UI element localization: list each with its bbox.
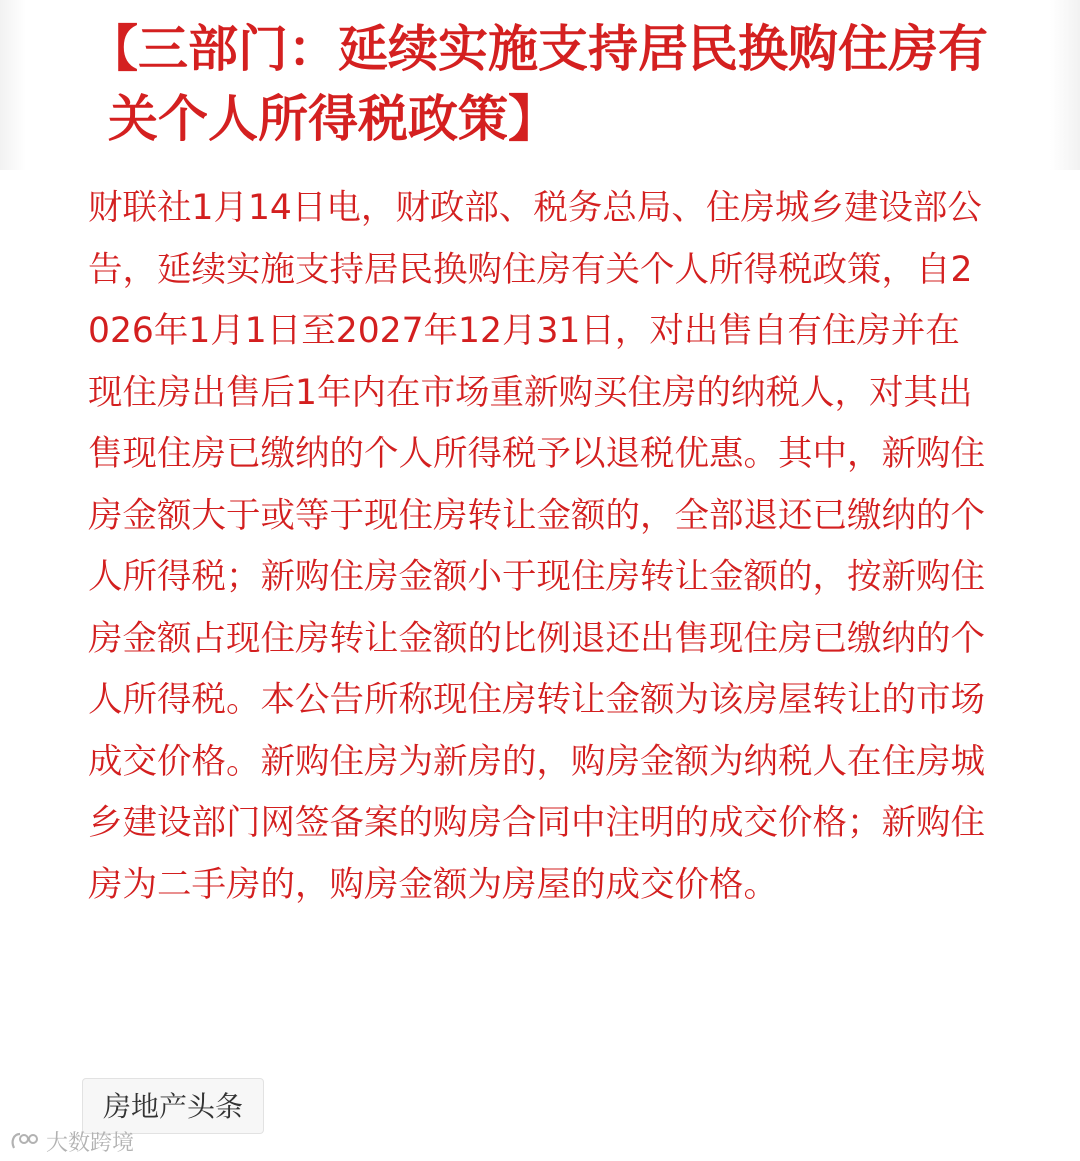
watermark-logo-icon xyxy=(10,1130,40,1152)
article-content xyxy=(88,14,1008,916)
article-headline: 【三部门：延续实施支持居民换购住房有关个人所得税政策】 xyxy=(88,19,988,148)
topic-tag-button[interactable]: 房地产头条 xyxy=(82,1078,264,1134)
right-edge-shade xyxy=(1050,0,1080,170)
article-body: 财联社1月14日电，财政部、税务总局、住房城乡建设部公告，延续实施支持居民换购住房有关个人所得税政策，自2026年1月1日至2027年12月31日，对出售自有住房并在现住房出售后1年内在市场重新购买住房的纳税人，对其出售现住房已缴纳的个人所得税予以退税优惠。其中，新购住房金额大于或等于现住房转让金额的，全部退还已缴纳的个人所得税；新购住房金额小于现住房转让金额的，按新购住房金额占现住房转让金额的比例退还出售现住房已缴纳的个人所得税。本公告所称现住房转让金额为该房屋转让的市场成交价格。新购住房为新房的，购房金额为纳税人在住房城乡建设部门网签备案的购房合同中注明的成交价格；新购住房为二手房的，购房金额为房屋的成交价格。 xyxy=(88,188,985,905)
left-edge-shade xyxy=(0,0,26,170)
watermark xyxy=(10,1124,134,1158)
watermark-text: 大数跨境 xyxy=(46,1130,135,1156)
